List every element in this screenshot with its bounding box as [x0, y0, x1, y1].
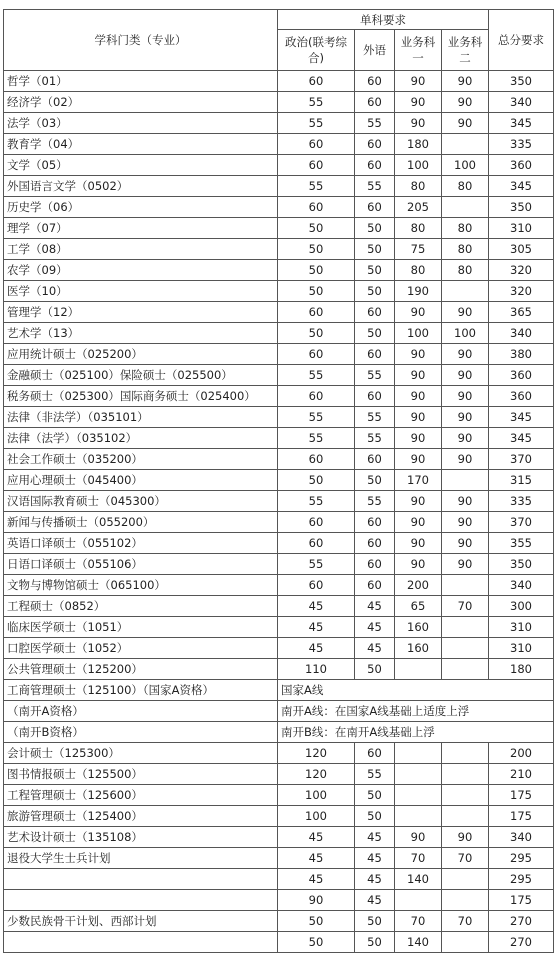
- table-row: [4, 848, 554, 869]
- row-category-cell: [4, 932, 278, 953]
- politics-score-cell: 60: [278, 155, 355, 176]
- row-category-cell: 教育学（04）: [4, 134, 278, 155]
- table-row: [4, 407, 554, 428]
- politics-score-cell: 100: [278, 806, 355, 827]
- major1-score-cell: 90: [395, 407, 442, 428]
- row-category-cell: 经济学（02）: [4, 92, 278, 113]
- foreign-score-cell: 60: [355, 575, 395, 596]
- politics-score-cell: 60: [278, 344, 355, 365]
- major1-score-cell: 180: [395, 134, 442, 155]
- table-row: [4, 260, 554, 281]
- major1-score-cell: [395, 785, 442, 806]
- foreign-score-cell: 50: [355, 323, 395, 344]
- table-container: [3, 9, 554, 953]
- row-category-cell: 社会工作硕士（035200）: [4, 449, 278, 470]
- major1-score-cell: [395, 806, 442, 827]
- major2-score-cell: 90: [442, 533, 489, 554]
- row-category-cell: 农学（09）: [4, 260, 278, 281]
- score-requirements-table: [3, 9, 554, 953]
- table-row: [4, 428, 554, 449]
- row-category-cell: 口腔医学硕士（1052）: [4, 638, 278, 659]
- row-category-cell: 文学（05）: [4, 155, 278, 176]
- major1-score-cell: 80: [395, 176, 442, 197]
- major2-score-cell: 90: [442, 92, 489, 113]
- politics-score-cell: 120: [278, 743, 355, 764]
- major1-score-cell: 200: [395, 575, 442, 596]
- table-row: [4, 197, 554, 218]
- total-score-cell: 200: [489, 743, 554, 764]
- major2-score-cell: 80: [442, 176, 489, 197]
- major1-score-cell: [395, 659, 442, 680]
- total-score-cell: 345: [489, 428, 554, 449]
- major2-score-cell: [442, 659, 489, 680]
- table-row: [4, 512, 554, 533]
- politics-score-cell: 50: [278, 281, 355, 302]
- header-total: 总分要求: [489, 10, 554, 71]
- major1-score-cell: 160: [395, 617, 442, 638]
- total-score-cell: 270: [489, 911, 554, 932]
- major2-score-cell: 90: [442, 302, 489, 323]
- table-row: [4, 365, 554, 386]
- politics-score-cell: 55: [278, 407, 355, 428]
- politics-score-cell: 55: [278, 92, 355, 113]
- major2-score-cell: 90: [442, 827, 489, 848]
- foreign-score-cell: 50: [355, 932, 395, 953]
- major1-score-cell: [395, 890, 442, 911]
- foreign-score-cell: 45: [355, 617, 395, 638]
- total-score-cell: 370: [489, 449, 554, 470]
- table-row: [4, 932, 554, 953]
- table-row: [4, 764, 554, 785]
- foreign-score-cell: 50: [355, 260, 395, 281]
- major1-score-cell: 70: [395, 848, 442, 869]
- major1-score-cell: 90: [395, 533, 442, 554]
- row-category-cell: 临床医学硕士（1051）: [4, 617, 278, 638]
- major2-score-cell: [442, 470, 489, 491]
- foreign-score-cell: 50: [355, 785, 395, 806]
- row-category-cell: 艺术设计硕士（135108）: [4, 827, 278, 848]
- politics-score-cell: 55: [278, 365, 355, 386]
- table-row: [4, 239, 554, 260]
- row-category-cell: 会计硕士（125300）: [4, 743, 278, 764]
- politics-score-cell: 55: [278, 554, 355, 575]
- major2-score-cell: 80: [442, 218, 489, 239]
- politics-score-cell: 60: [278, 386, 355, 407]
- politics-score-cell: 55: [278, 113, 355, 134]
- major2-score-cell: 90: [442, 407, 489, 428]
- major2-score-cell: [442, 869, 489, 890]
- politics-score-cell: 60: [278, 533, 355, 554]
- row-category-cell: 公共管理硕士（125200）: [4, 659, 278, 680]
- total-score-cell: 300: [489, 596, 554, 617]
- major2-score-cell: 90: [442, 449, 489, 470]
- major2-score-cell: 90: [442, 512, 489, 533]
- major2-score-cell: [442, 197, 489, 218]
- header-major-subject-2: 业务科二: [442, 30, 489, 71]
- total-score-cell: 345: [489, 407, 554, 428]
- row-category-cell: 应用统计硕士（025200）: [4, 344, 278, 365]
- table-row: [4, 344, 554, 365]
- total-score-cell: 345: [489, 176, 554, 197]
- politics-score-cell: 60: [278, 71, 355, 92]
- row-category-cell: 法律（非法学）（035101）: [4, 407, 278, 428]
- total-score-cell: 210: [489, 764, 554, 785]
- major1-score-cell: 100: [395, 323, 442, 344]
- major1-score-cell: 90: [395, 92, 442, 113]
- major2-score-cell: 90: [442, 113, 489, 134]
- politics-score-cell: 110: [278, 659, 355, 680]
- politics-score-cell: 45: [278, 596, 355, 617]
- major2-score-cell: 90: [442, 554, 489, 575]
- foreign-score-cell: 45: [355, 848, 395, 869]
- table-row: [4, 386, 554, 407]
- foreign-score-cell: 60: [355, 533, 395, 554]
- politics-score-cell: 45: [278, 638, 355, 659]
- total-score-cell: 175: [489, 890, 554, 911]
- foreign-score-cell: 60: [355, 344, 395, 365]
- politics-score-cell: 60: [278, 575, 355, 596]
- total-score-cell: 270: [489, 932, 554, 953]
- politics-score-cell: 50: [278, 260, 355, 281]
- politics-score-cell: 120: [278, 764, 355, 785]
- politics-score-cell: 50: [278, 323, 355, 344]
- total-score-cell: 360: [489, 365, 554, 386]
- major1-score-cell: 65: [395, 596, 442, 617]
- table-row: [4, 554, 554, 575]
- row-category-cell: 应用心理硕士（045400）: [4, 470, 278, 491]
- row-category-cell: 工学（08）: [4, 239, 278, 260]
- foreign-score-cell: 60: [355, 155, 395, 176]
- politics-score-cell: 60: [278, 134, 355, 155]
- major1-score-cell: 80: [395, 260, 442, 281]
- table-row: [4, 155, 554, 176]
- major1-score-cell: 90: [395, 428, 442, 449]
- foreign-score-cell: 55: [355, 176, 395, 197]
- major2-score-cell: 80: [442, 239, 489, 260]
- foreign-score-cell: 50: [355, 470, 395, 491]
- major2-score-cell: [442, 785, 489, 806]
- foreign-score-cell: 60: [355, 743, 395, 764]
- table-row: [4, 449, 554, 470]
- table-row: [4, 659, 554, 680]
- politics-score-cell: 50: [278, 239, 355, 260]
- total-score-cell: 350: [489, 197, 554, 218]
- total-score-cell: 310: [489, 617, 554, 638]
- major2-score-cell: 70: [442, 596, 489, 617]
- major2-score-cell: [442, 890, 489, 911]
- total-score-cell: 340: [489, 575, 554, 596]
- table-row: [4, 638, 554, 659]
- major2-score-cell: 90: [442, 386, 489, 407]
- table-row: [4, 323, 554, 344]
- foreign-score-cell: 60: [355, 302, 395, 323]
- major2-score-cell: [442, 638, 489, 659]
- row-category-cell: 法律（法学）（035102）: [4, 428, 278, 449]
- foreign-score-cell: 50: [355, 281, 395, 302]
- major2-score-cell: 90: [442, 71, 489, 92]
- total-score-cell: 295: [489, 869, 554, 890]
- row-category-cell: 外国语言文学（0502）: [4, 176, 278, 197]
- row-category-cell: 日语口译硕士（055106）: [4, 554, 278, 575]
- major2-score-cell: 90: [442, 365, 489, 386]
- row-category-cell: 工商管理硕士（125100）（国家A资格）: [4, 680, 278, 701]
- table-row: [4, 92, 554, 113]
- major1-score-cell: 140: [395, 932, 442, 953]
- table-row: [4, 113, 554, 134]
- foreign-score-cell: 60: [355, 92, 395, 113]
- major1-score-cell: 140: [395, 869, 442, 890]
- row-category-cell: 哲学（01）: [4, 71, 278, 92]
- table-row: [4, 827, 554, 848]
- total-score-cell: 295: [489, 848, 554, 869]
- total-score-cell: 345: [489, 113, 554, 134]
- total-score-cell: 335: [489, 134, 554, 155]
- major1-score-cell: 90: [395, 449, 442, 470]
- foreign-score-cell: 60: [355, 449, 395, 470]
- major2-score-cell: [442, 134, 489, 155]
- table-row: [4, 71, 554, 92]
- table-row: [4, 701, 554, 722]
- row-category-cell: 法学（03）: [4, 113, 278, 134]
- foreign-score-cell: 60: [355, 512, 395, 533]
- total-score-cell: 175: [489, 806, 554, 827]
- header-politics: 政治(联考综合): [278, 30, 355, 71]
- politics-score-cell: 45: [278, 848, 355, 869]
- foreign-score-cell: 60: [355, 134, 395, 155]
- politics-score-cell: 55: [278, 491, 355, 512]
- foreign-score-cell: 45: [355, 638, 395, 659]
- table-row: [4, 596, 554, 617]
- header-category: 学科门类（专业）: [4, 10, 278, 71]
- total-score-cell: 320: [489, 260, 554, 281]
- row-category-cell: 工程硕士（0852）: [4, 596, 278, 617]
- header-single-requirement: 单科要求: [278, 10, 489, 30]
- foreign-score-cell: 55: [355, 113, 395, 134]
- table-row: [4, 722, 554, 743]
- major1-score-cell: 90: [395, 344, 442, 365]
- politics-score-cell: 45: [278, 869, 355, 890]
- total-score-cell: 340: [489, 827, 554, 848]
- table-body: [4, 71, 554, 953]
- total-score-cell: 175: [489, 785, 554, 806]
- major2-score-cell: 90: [442, 491, 489, 512]
- major2-score-cell: [442, 806, 489, 827]
- table-row: [4, 806, 554, 827]
- row-category-cell: 管理学（12）: [4, 302, 278, 323]
- table-row: [4, 890, 554, 911]
- major2-score-cell: 100: [442, 323, 489, 344]
- foreign-score-cell: 50: [355, 911, 395, 932]
- total-score-cell: 340: [489, 92, 554, 113]
- politics-score-cell: 60: [278, 197, 355, 218]
- row-category-cell: 旅游管理硕士（125400）: [4, 806, 278, 827]
- politics-score-cell: 50: [278, 911, 355, 932]
- row-category-cell: 医学（10）: [4, 281, 278, 302]
- major1-score-cell: 170: [395, 470, 442, 491]
- major2-score-cell: 70: [442, 848, 489, 869]
- table-row: [4, 911, 554, 932]
- major2-score-cell: [442, 281, 489, 302]
- row-category-cell: 税务硕士（025300）国际商务硕士（025400）: [4, 386, 278, 407]
- total-score-cell: 360: [489, 155, 554, 176]
- total-score-cell: 380: [489, 344, 554, 365]
- major1-score-cell: 90: [395, 554, 442, 575]
- total-score-cell: 350: [489, 554, 554, 575]
- row-category-cell: （南开A资格）: [4, 701, 278, 722]
- foreign-score-cell: 45: [355, 869, 395, 890]
- politics-score-cell: 50: [278, 932, 355, 953]
- politics-score-cell: 45: [278, 617, 355, 638]
- total-score-cell: 340: [489, 323, 554, 344]
- table-row: [4, 575, 554, 596]
- header-foreign-language: 外语: [355, 30, 395, 71]
- foreign-score-cell: 50: [355, 659, 395, 680]
- major1-score-cell: 205: [395, 197, 442, 218]
- row-category-cell: 英语口译硕士（055102）: [4, 533, 278, 554]
- politics-score-cell: 50: [278, 218, 355, 239]
- major2-score-cell: [442, 617, 489, 638]
- total-score-cell: 320: [489, 281, 554, 302]
- major2-score-cell: 90: [442, 344, 489, 365]
- row-category-cell: （南开B资格）: [4, 722, 278, 743]
- table-row: [4, 491, 554, 512]
- table-row: [4, 218, 554, 239]
- table-row: [4, 680, 554, 701]
- row-category-cell: [4, 890, 278, 911]
- major2-score-cell: 80: [442, 260, 489, 281]
- major1-score-cell: 100: [395, 155, 442, 176]
- total-score-cell: 360: [489, 386, 554, 407]
- foreign-score-cell: 45: [355, 890, 395, 911]
- major2-score-cell: 90: [442, 428, 489, 449]
- foreign-score-cell: 45: [355, 596, 395, 617]
- foreign-score-cell: 45: [355, 827, 395, 848]
- politics-score-cell: 45: [278, 827, 355, 848]
- row-category-cell: 新闻与传播硕士（055200）: [4, 512, 278, 533]
- major1-score-cell: 90: [395, 365, 442, 386]
- table-row: [4, 869, 554, 890]
- total-score-cell: 180: [489, 659, 554, 680]
- major2-score-cell: 100: [442, 155, 489, 176]
- table-row: [4, 176, 554, 197]
- table-row: [4, 134, 554, 155]
- row-category-cell: 图书情报硕士（125500）: [4, 764, 278, 785]
- table-row: [4, 533, 554, 554]
- row-category-cell: 工程管理硕士（125600）: [4, 785, 278, 806]
- major1-score-cell: 90: [395, 71, 442, 92]
- foreign-score-cell: 60: [355, 386, 395, 407]
- politics-score-cell: 60: [278, 449, 355, 470]
- politics-score-cell: 55: [278, 428, 355, 449]
- foreign-score-cell: 55: [355, 365, 395, 386]
- total-score-cell: 365: [489, 302, 554, 323]
- foreign-score-cell: 50: [355, 806, 395, 827]
- row-category-cell: 少数民族骨干计划、西部计划: [4, 911, 278, 932]
- foreign-score-cell: 55: [355, 428, 395, 449]
- major1-score-cell: 70: [395, 911, 442, 932]
- major2-score-cell: [442, 575, 489, 596]
- table-row: [4, 743, 554, 764]
- row-category-cell: 理学（07）: [4, 218, 278, 239]
- major1-score-cell: [395, 743, 442, 764]
- foreign-score-cell: 50: [355, 218, 395, 239]
- total-score-cell: 315: [489, 470, 554, 491]
- row-category-cell: 金融硕士（025100）保险硕士（025500）: [4, 365, 278, 386]
- row-note-cell: 南开B线：在南开A线基础上浮: [278, 722, 554, 743]
- row-category-cell: 汉语国际教育硕士（045300）: [4, 491, 278, 512]
- row-note-cell: 南开A线：在国家A线基础上适度上浮: [278, 701, 554, 722]
- foreign-score-cell: 50: [355, 239, 395, 260]
- politics-score-cell: 50: [278, 470, 355, 491]
- table-row: [4, 281, 554, 302]
- total-score-cell: 310: [489, 218, 554, 239]
- major1-score-cell: 90: [395, 302, 442, 323]
- row-category-cell: 文物与博物馆硕士（065100）: [4, 575, 278, 596]
- major1-score-cell: 90: [395, 113, 442, 134]
- major2-score-cell: [442, 743, 489, 764]
- total-score-cell: 350: [489, 71, 554, 92]
- major1-score-cell: 160: [395, 638, 442, 659]
- politics-score-cell: 90: [278, 890, 355, 911]
- row-category-cell: 退役大学生士兵计划: [4, 848, 278, 869]
- foreign-score-cell: 60: [355, 197, 395, 218]
- foreign-score-cell: 60: [355, 71, 395, 92]
- table-row: [4, 785, 554, 806]
- major2-score-cell: [442, 764, 489, 785]
- foreign-score-cell: 55: [355, 407, 395, 428]
- major1-score-cell: 80: [395, 218, 442, 239]
- total-score-cell: 370: [489, 512, 554, 533]
- total-score-cell: 355: [489, 533, 554, 554]
- major1-score-cell: 90: [395, 491, 442, 512]
- politics-score-cell: 60: [278, 512, 355, 533]
- table-row: [4, 617, 554, 638]
- table-row: [4, 302, 554, 323]
- politics-score-cell: 60: [278, 302, 355, 323]
- total-score-cell: 305: [489, 239, 554, 260]
- major2-score-cell: 70: [442, 911, 489, 932]
- politics-score-cell: 55: [278, 176, 355, 197]
- major1-score-cell: 190: [395, 281, 442, 302]
- row-category-cell: 历史学（06）: [4, 197, 278, 218]
- major1-score-cell: 90: [395, 827, 442, 848]
- major1-score-cell: 90: [395, 512, 442, 533]
- row-category-cell: 艺术学（13）: [4, 323, 278, 344]
- politics-score-cell: 100: [278, 785, 355, 806]
- major1-score-cell: [395, 764, 442, 785]
- row-category-cell: [4, 869, 278, 890]
- major1-score-cell: 75: [395, 239, 442, 260]
- row-note-cell: 国家A线: [278, 680, 554, 701]
- total-score-cell: 310: [489, 638, 554, 659]
- foreign-score-cell: 60: [355, 554, 395, 575]
- major2-score-cell: [442, 932, 489, 953]
- major1-score-cell: 90: [395, 386, 442, 407]
- table-row: [4, 470, 554, 491]
- foreign-score-cell: 55: [355, 491, 395, 512]
- header-major-subject-1: 业务科一: [395, 30, 442, 71]
- total-score-cell: 335: [489, 491, 554, 512]
- foreign-score-cell: 55: [355, 764, 395, 785]
